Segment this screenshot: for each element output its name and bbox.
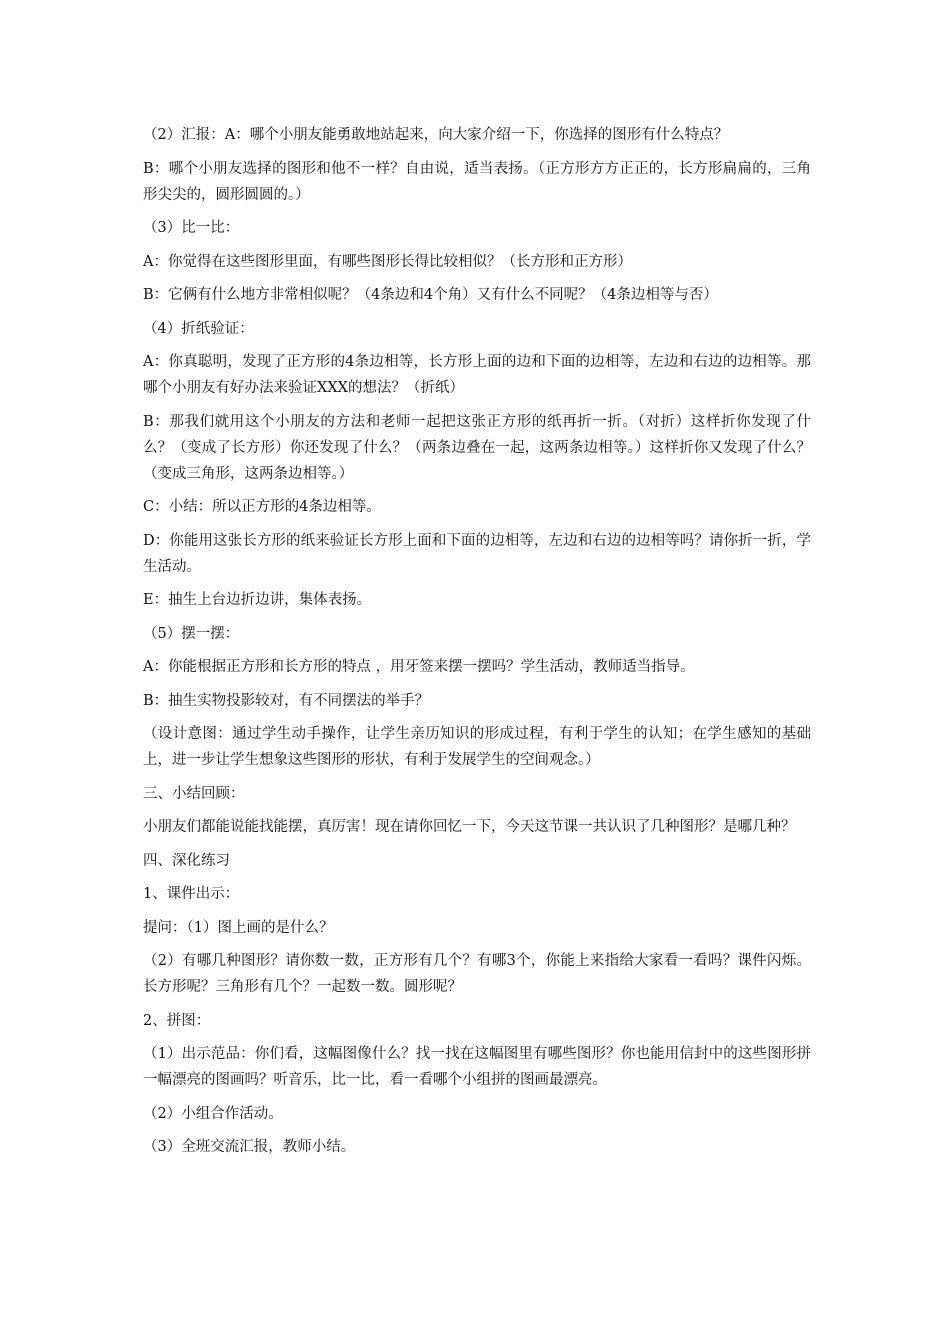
- paragraph-fold-heading: （4）折纸验证：: [143, 320, 254, 337]
- paragraph-puzzle-1: （1）出示范品：你们看，这幅图像什么？找一找在这幅图里有哪些图形？你也能用信封中的这些图形拼一幅漂亮的图画吗？听音乐，比一比，看一看哪个小组拼的图画最漂亮。: [143, 1046, 811, 1088]
- paragraph-arrange-a: A：你能根据正方形和长方形的特点 ，用牙签来摆一摆吗？学生活动，教师适当指导。: [143, 659, 695, 675]
- section-heading-summary: 三、小结回顾：: [143, 785, 245, 802]
- paragraph-courseware: 1、课件出示：: [143, 886, 240, 902]
- paragraph-question-1: 提问：（1）图上画的是什么？: [143, 919, 334, 936]
- paragraph-arrange-heading: （5）摆一摆：: [143, 625, 240, 642]
- paragraph-report-b: B：哪个小朋友选择的图形和他不一样？自由说，适当表扬。（正方形方方正正的，长方形扁扁的，三角形尖尖的，圆形圆圆的。）: [143, 160, 811, 203]
- document-body: [143, 122, 811, 1168]
- paragraph-puzzle-3: （3）全班交流汇报，教师小结。: [143, 1139, 356, 1155]
- section-heading-practice: 四、深化练习: [143, 852, 230, 869]
- paragraph-fold-a: A：你真聪明，发现了正方形的4条边相等，长方形上面的边和下面的边相等，左边和右边的边相等。那哪个小朋友有好办法来验证XXX的想法？（折纸）: [143, 354, 811, 396]
- paragraph-puzzle-2: （2）小组合作活动。: [143, 1105, 283, 1122]
- paragraph-summary: 小朋友们都能说能找能摆，真厉害！现在请你回忆一下，今天这节课一共认识了几种图形？是哪几种？: [143, 819, 796, 835]
- paragraph-puzzle-heading: 2、拼图：: [143, 1012, 211, 1029]
- paragraph-fold-d: D：你能用这张长方形的纸来验证长方形上面和下面的边相等，左边和右边的边相等吗？请你折一折，学生活动。: [143, 532, 811, 575]
- paragraph-compare-a: A：你觉得在这些图形里面，有哪些图形长得比较相似？（长方形和正方形）: [143, 253, 632, 270]
- paragraph-question-2: （2）有哪几种图形？请你数一数，正方形有几个？有哪3个，你能上来指给大家看一看吗？课件闪烁。长方形呢？三角形有几个？一起数一数。圆形呢？: [143, 953, 811, 995]
- paragraph-fold-c: C：小结：所以正方形的4条边相等。: [143, 499, 381, 515]
- paragraph-fold-b: B：那我们就用这个小朋友的方法和老师一起把这张正方形的纸再折一折。（对折）这样折你发现了什么？（变成了长方形）你还发现了什么？（两条边叠在一起，这两条边相等。）这样折你又发现了什么？（变成三角形，这两条边相等。）: [143, 413, 811, 482]
- paragraph-compare-heading: （3）比一比：: [143, 220, 240, 236]
- paragraph-compare-b: B：它俩有什么地方非常相似呢？（4条边和4个角）又有什么不同呢？（4条边相等与否）: [143, 287, 718, 303]
- paragraph-design-intent: （设计意图：通过学生动手操作，让学生亲历知识的形成过程，有利于学生的认知；在学生感知的基础上，进一步让学生想象这些图形的形状，有利于发展学生的空间观念。）: [143, 726, 811, 768]
- paragraph-arrange-b: B：抽生实物投影较对，有不同摆法的举手？: [143, 692, 430, 709]
- paragraph-report-intro: （2）汇报：A：哪个小朋友能勇敢地站起来，向大家介绍一下，你选择的图形有什么特点？: [143, 127, 729, 143]
- paragraph-fold-e: E：抽生上台边折边讲，集体表扬。: [143, 592, 372, 608]
